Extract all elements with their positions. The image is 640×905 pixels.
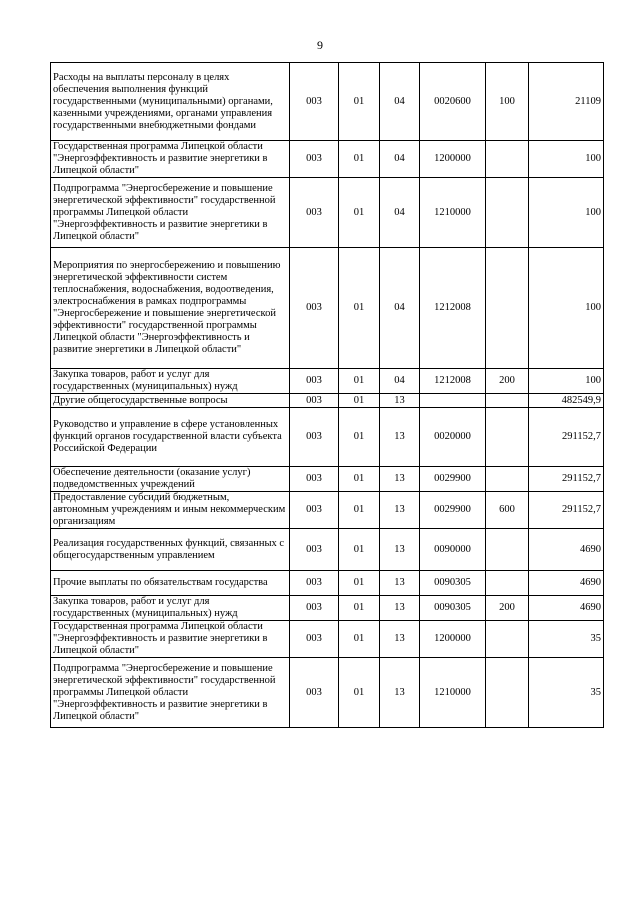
cell-name: Подпрограмма "Энергосбережение и повышение энергетической эффективности" государственной программы Липецкой области "Энергоэффективность и развитие энергетики в Липецкой области" bbox=[51, 178, 290, 248]
cell-ministry-code: 003 bbox=[290, 394, 339, 408]
cell-target-article-code: 0020000 bbox=[420, 408, 486, 467]
cell-expense-type-code: 200 bbox=[486, 596, 529, 621]
cell-name: Государственная программа Липецкой области "Энергоэффективность и развитие энергетики в Липецкой области" bbox=[51, 621, 290, 658]
table-row bbox=[51, 658, 604, 728]
cell-subsection-code: 13 bbox=[380, 596, 420, 621]
cell-name: Прочие выплаты по обязательствам государства bbox=[51, 571, 290, 596]
table-row bbox=[51, 492, 604, 529]
cell-section-code: 01 bbox=[339, 369, 380, 394]
cell-amount: 4690 bbox=[529, 571, 604, 596]
cell-ministry-code: 003 bbox=[290, 596, 339, 621]
cell-subsection-code: 13 bbox=[380, 621, 420, 658]
cell-section-code: 01 bbox=[339, 408, 380, 467]
cell-ministry-code: 003 bbox=[290, 369, 339, 394]
cell-section-code: 01 bbox=[339, 529, 380, 571]
cell-expense-type-code bbox=[486, 529, 529, 571]
cell-section-code: 01 bbox=[339, 571, 380, 596]
table-row bbox=[51, 63, 604, 141]
cell-amount: 100 bbox=[529, 178, 604, 248]
cell-name: Закупка товаров, работ и услуг для государственных (муниципальных) нужд bbox=[51, 369, 290, 394]
cell-amount: 100 bbox=[529, 369, 604, 394]
cell-target-article-code: 1200000 bbox=[420, 621, 486, 658]
cell-target-article-code: 1210000 bbox=[420, 178, 486, 248]
table-row bbox=[51, 394, 604, 408]
cell-ministry-code: 003 bbox=[290, 141, 339, 178]
cell-expense-type-code bbox=[486, 248, 529, 369]
cell-amount: 35 bbox=[529, 658, 604, 728]
cell-expense-type-code bbox=[486, 178, 529, 248]
cell-expense-type-code bbox=[486, 141, 529, 178]
cell-expense-type-code: 600 bbox=[486, 492, 529, 529]
cell-name: Расходы на выплаты персоналу в целях обеспечения выполнения функций государственными (муниципальными) органами, казенными учреждениями, органами управления государственными внебюджетными фондами bbox=[51, 63, 290, 141]
cell-section-code: 01 bbox=[339, 248, 380, 369]
cell-section-code: 01 bbox=[339, 492, 380, 529]
cell-ministry-code: 003 bbox=[290, 467, 339, 492]
cell-name: Реализация государственных функций, связанных с общегосударственным управлением bbox=[51, 529, 290, 571]
cell-target-article-code: 0090000 bbox=[420, 529, 486, 571]
budget-table bbox=[50, 62, 604, 728]
cell-target-article-code: 0029900 bbox=[420, 467, 486, 492]
cell-section-code: 01 bbox=[339, 658, 380, 728]
cell-name: Предоставление субсидий бюджетным, автономным учреждениям и иным некоммерческим организациям bbox=[51, 492, 290, 529]
cell-subsection-code: 04 bbox=[380, 369, 420, 394]
table-row bbox=[51, 248, 604, 369]
cell-name: Подпрограмма "Энергосбережение и повышение энергетической эффективности" государственной программы Липецкой области "Энергоэффективность и развитие энергетики в Липецкой области" bbox=[51, 658, 290, 728]
cell-name: Другие общегосударственные вопросы bbox=[51, 394, 290, 408]
cell-amount: 100 bbox=[529, 248, 604, 369]
cell-target-article-code: 0090305 bbox=[420, 571, 486, 596]
cell-expense-type-code: 200 bbox=[486, 369, 529, 394]
cell-subsection-code: 13 bbox=[380, 529, 420, 571]
page-number: 9 bbox=[317, 38, 323, 52]
table-row bbox=[51, 621, 604, 658]
table-row bbox=[51, 596, 604, 621]
cell-expense-type-code bbox=[486, 571, 529, 596]
cell-subsection-code: 13 bbox=[380, 658, 420, 728]
cell-target-article-code: 1200000 bbox=[420, 141, 486, 178]
cell-expense-type-code: 100 bbox=[486, 63, 529, 141]
cell-ministry-code: 003 bbox=[290, 492, 339, 529]
cell-target-article-code: 0090305 bbox=[420, 596, 486, 621]
cell-ministry-code: 003 bbox=[290, 178, 339, 248]
cell-target-article-code bbox=[420, 394, 486, 408]
cell-name: Государственная программа Липецкой области "Энергоэффективность и развитие энергетики в Липецкой области" bbox=[51, 141, 290, 178]
table-row bbox=[51, 178, 604, 248]
cell-ministry-code: 003 bbox=[290, 248, 339, 369]
cell-name: Закупка товаров, работ и услуг для государственных (муниципальных) нужд bbox=[51, 596, 290, 621]
cell-subsection-code: 13 bbox=[380, 492, 420, 529]
cell-subsection-code: 13 bbox=[380, 394, 420, 408]
cell-section-code: 01 bbox=[339, 63, 380, 141]
cell-amount: 4690 bbox=[529, 596, 604, 621]
cell-amount: 291152,7 bbox=[529, 492, 604, 529]
cell-section-code: 01 bbox=[339, 596, 380, 621]
cell-amount: 4690 bbox=[529, 529, 604, 571]
cell-ministry-code: 003 bbox=[290, 408, 339, 467]
cell-subsection-code: 04 bbox=[380, 63, 420, 141]
cell-subsection-code: 13 bbox=[380, 408, 420, 467]
cell-expense-type-code bbox=[486, 621, 529, 658]
table-row bbox=[51, 467, 604, 492]
cell-amount: 21109 bbox=[529, 63, 604, 141]
cell-expense-type-code bbox=[486, 408, 529, 467]
table-row bbox=[51, 369, 604, 394]
cell-subsection-code: 04 bbox=[380, 248, 420, 369]
cell-expense-type-code bbox=[486, 467, 529, 492]
cell-subsection-code: 13 bbox=[380, 467, 420, 492]
cell-target-article-code: 1212008 bbox=[420, 248, 486, 369]
cell-subsection-code: 13 bbox=[380, 571, 420, 596]
cell-amount: 291152,7 bbox=[529, 467, 604, 492]
table-row bbox=[51, 408, 604, 467]
cell-amount: 291152,7 bbox=[529, 408, 604, 467]
cell-ministry-code: 003 bbox=[290, 621, 339, 658]
cell-name: Мероприятия по энергосбережению и повышению энергетической эффективности систем теплоснабжения, водоснабжения, водоотведения, электроснабжения в рамках подпрограммы "Энергосбережение и повышение энергетической эффективности" государственной программы Липецкой области "Энергоэффективность и развитие энергетики в Липецкой области" bbox=[51, 248, 290, 369]
cell-target-article-code: 1210000 bbox=[420, 658, 486, 728]
cell-target-article-code: 0020600 bbox=[420, 63, 486, 141]
cell-section-code: 01 bbox=[339, 178, 380, 248]
cell-amount: 482549,9 bbox=[529, 394, 604, 408]
cell-section-code: 01 bbox=[339, 621, 380, 658]
cell-target-article-code: 0029900 bbox=[420, 492, 486, 529]
cell-section-code: 01 bbox=[339, 467, 380, 492]
cell-ministry-code: 003 bbox=[290, 529, 339, 571]
cell-target-article-code: 1212008 bbox=[420, 369, 486, 394]
cell-amount: 35 bbox=[529, 621, 604, 658]
cell-amount: 100 bbox=[529, 141, 604, 178]
cell-ministry-code: 003 bbox=[290, 63, 339, 141]
budget-table-body bbox=[51, 63, 604, 728]
cell-ministry-code: 003 bbox=[290, 658, 339, 728]
cell-subsection-code: 04 bbox=[380, 141, 420, 178]
cell-name: Руководство и управление в сфере установленных функций органов государственной власти субъекта Российской Федерации bbox=[51, 408, 290, 467]
cell-name: Обеспечение деятельности (оказание услуг) подведомственных учреждений bbox=[51, 467, 290, 492]
table-row bbox=[51, 141, 604, 178]
table-row bbox=[51, 571, 604, 596]
table-row bbox=[51, 529, 604, 571]
cell-section-code: 01 bbox=[339, 394, 380, 408]
cell-expense-type-code bbox=[486, 658, 529, 728]
cell-section-code: 01 bbox=[339, 141, 380, 178]
cell-subsection-code: 04 bbox=[380, 178, 420, 248]
cell-ministry-code: 003 bbox=[290, 571, 339, 596]
cell-expense-type-code bbox=[486, 394, 529, 408]
